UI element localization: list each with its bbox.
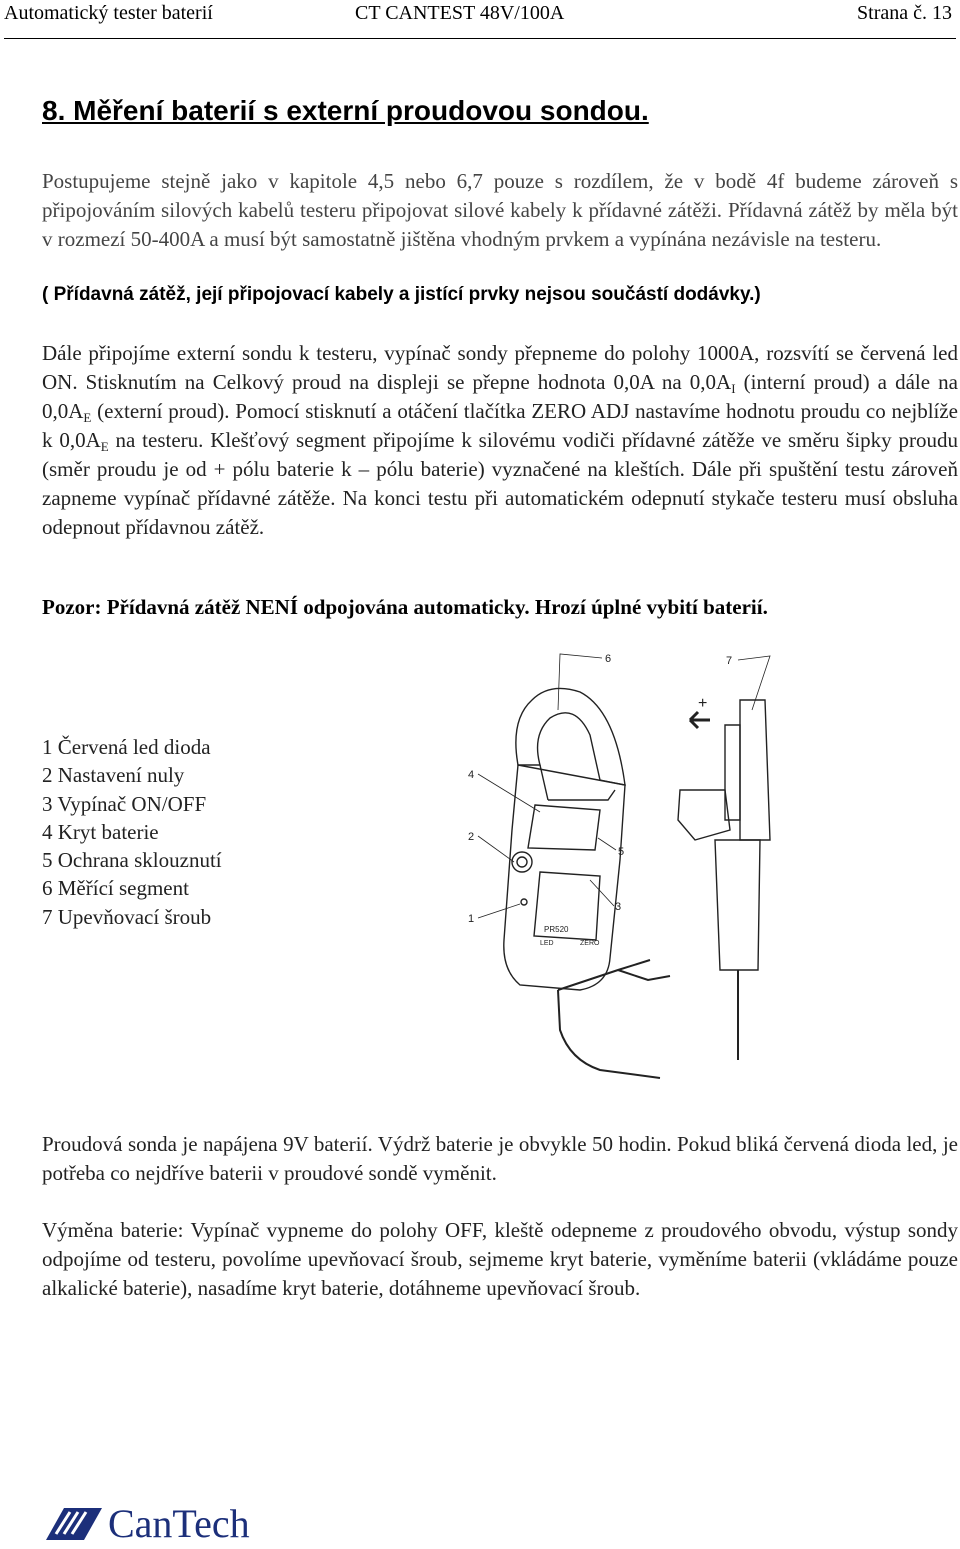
probe-side-view xyxy=(678,695,770,1060)
callout-7: 7 xyxy=(726,655,733,667)
jaw-shape xyxy=(516,688,625,785)
right-switch-label: ZERO xyxy=(580,940,600,947)
header-doc-title: Automatický tester baterií xyxy=(4,2,213,24)
leader-1 xyxy=(478,904,520,918)
logo-mark-icon xyxy=(42,1504,104,1544)
side-jaw-outer xyxy=(740,700,770,840)
zero-knob-inner xyxy=(517,857,527,867)
arrow-plus-label: + xyxy=(698,695,708,712)
leader-4 xyxy=(478,774,540,812)
callout-leaders xyxy=(478,654,770,918)
body-line xyxy=(548,790,615,800)
procedure-text-a: Dále připojíme externí sondu k testeru, vypínač sondy přepneme do polohy 1000A, rozsvítí se červená led ON. Stisknutím na Celkový proud na displeji se přepne hodnota 0,0A na 0,0A xyxy=(42,341,958,394)
current-probe-drawing xyxy=(440,640,960,1120)
warning-text: Pozor: Přídavná zátěž NENÍ odpojována automaticky. Hrozí úplné vybití baterií. xyxy=(42,595,768,619)
section-title: 8. Měření baterií s externí proudovou sondou. xyxy=(42,95,649,126)
side-body xyxy=(715,840,760,970)
callout-4: 4 xyxy=(468,769,475,781)
legend-item: 3 Vypínač ON/OFF xyxy=(42,791,207,816)
page-header xyxy=(4,0,956,39)
legend-item: 6 Měřící segment xyxy=(42,876,189,901)
battery-cover xyxy=(528,805,600,850)
legend-item: 7 Upevňovací šroub xyxy=(42,904,212,929)
callout-6: 6 xyxy=(605,653,612,665)
intro-paragraph: Postupujeme stejně jako v kapitole 4,5 nebo 6,7 pouze s rozdílem, že v bodě 4f budeme zároveň s připojováním silových kabelů testeru připojovat silové kabely k přídavné zátěži. Přídavná zátěž by měla být v rozmezí 50-400A a musí být samostatně jištěna vhodným prvkem a vypínána nezávisle na testeru. xyxy=(42,169,958,251)
led-indicator xyxy=(521,899,527,905)
leader-3 xyxy=(590,880,614,906)
output-cable xyxy=(558,990,660,1078)
cantech-logo xyxy=(42,1500,282,1546)
subscript-e: E xyxy=(83,410,92,425)
lead-2 xyxy=(618,970,670,980)
procedure-text-c: (externí proud). Pomocí stisknutí a otáčení tlačítka ZERO ADJ nastavíme hodnotu proudu co nejblíže k 0,0A xyxy=(42,399,958,452)
procedure-paragraph xyxy=(42,339,958,542)
note-bold: ( Přídavná zátěž, její připojovací kabely a jistící prvky nejsou součástí dodávky.) xyxy=(42,284,761,305)
legend-item: 1 Červená led dioda xyxy=(42,735,211,759)
probe-body xyxy=(504,765,625,990)
callout-3: 3 xyxy=(615,901,622,913)
procedure-text-d: na testeru. Klešťový segment připojíme k silovému vodiči přídavné zátěže ve směru šipky proudu (směr proudu je od + pólu baterie k – pólu baterie) vyznačené na kleštích. Dále při spuštění testu zároveň zapneme vypínač přídavné zátěže. Na konci testu při automatickém odepnutí stykače testeru musí obsluha odepnout přídavnou zátěž. xyxy=(42,428,958,539)
procedure-text-b: (interní proud) a dále na 0,0A xyxy=(42,370,958,423)
leader-5 xyxy=(598,838,616,850)
legend-item: 2 Nastavení nuly xyxy=(42,763,185,788)
legend-item: 5 Ochrana sklouznutí xyxy=(42,848,222,873)
probe-front-view xyxy=(504,688,670,1078)
model-label: PR520 xyxy=(544,925,569,934)
zero-knob xyxy=(512,852,532,872)
current-arrow xyxy=(690,712,710,728)
subscript-i: I xyxy=(731,381,736,396)
header-product: CT CANTEST 48V/100A xyxy=(355,2,565,24)
parts-legend xyxy=(42,733,222,931)
logo-text: CanTech xyxy=(108,1501,250,1546)
battery-replacement-paragraph: Výměna baterie: Vypínač vypneme do polohy OFF, kleště odepneme z proudového obvodu, výstup sondy odpojíme od testeru, povolíme upevňovací šroub, sejmeme kryt baterie, vyměníme baterii (vkládáme pouze alkalické baterie), nasadíme kryt baterie, dotáhneme upevňovací šroub. xyxy=(42,1218,958,1300)
left-switch-label: LED xyxy=(540,940,554,947)
battery-info-paragraph: Proudová sonda je napájena 9V baterií. Výdrž baterie je obvykle 50 hodin. Pokud bliká červená dioda led, je potřeba co nejdříve baterii v proudové sondě vyměnit. xyxy=(42,1132,958,1185)
subscript-e: E xyxy=(100,439,109,454)
callout-2: 2 xyxy=(468,831,475,843)
lead-1 xyxy=(558,960,650,990)
callout-5: 5 xyxy=(618,846,625,858)
header-page-number: Strana č. 13 xyxy=(857,2,952,24)
callout-1: 1 xyxy=(468,913,475,925)
leader-6 xyxy=(558,654,602,710)
side-trigger xyxy=(678,790,730,840)
legend-item: 4 Kryt baterie xyxy=(42,819,159,844)
leader-2 xyxy=(478,836,514,862)
